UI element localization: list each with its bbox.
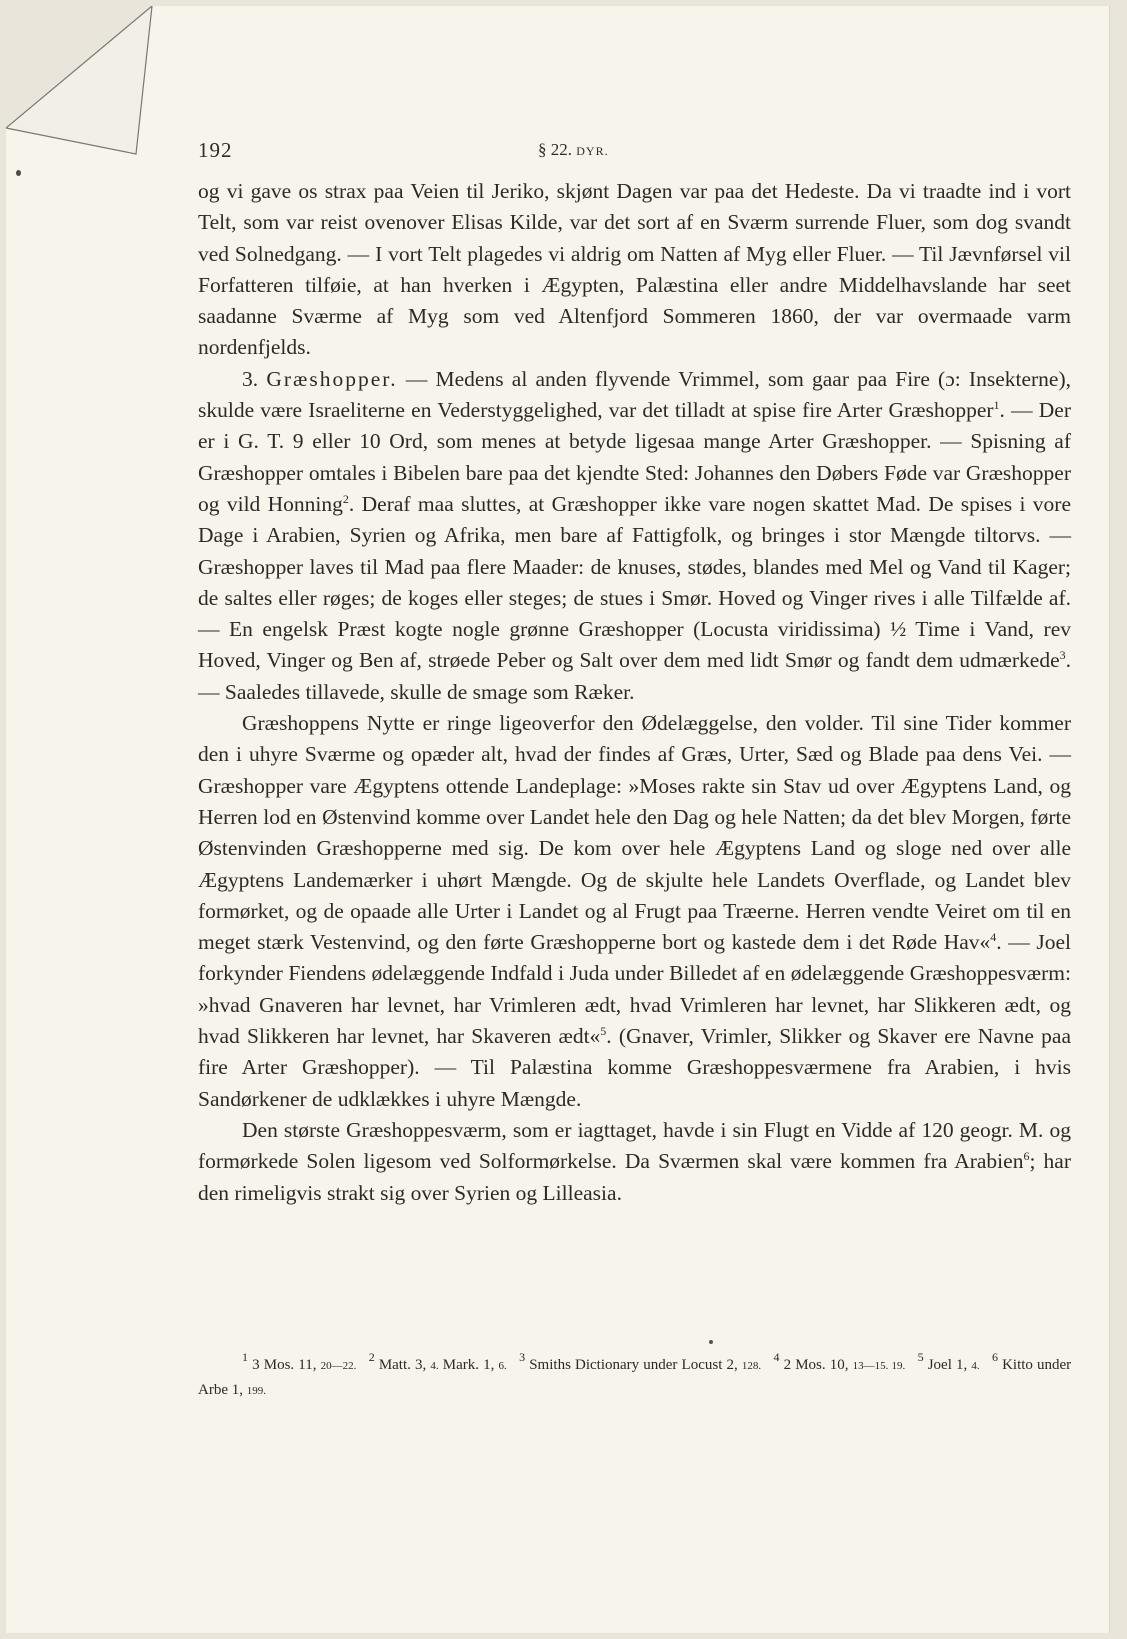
footnote-marker: 2 [368, 1350, 375, 1364]
footnote-marker: 4 [773, 1350, 780, 1364]
ink-spot [16, 170, 21, 176]
footnote-text: Joel 1, [927, 1357, 968, 1373]
section-item-number: 3. [242, 366, 259, 391]
footnote-text: Kitto under Arbe 1, [198, 1357, 1072, 1398]
paragraph-text: Den største Græshoppesværm, som er iagttaget, havde i sin Flugt en Vidde af 120 geogr. M. og formørkede Solen ligesom ved Solformørkelse. Da Sværmen skal være kommen fra Arabien [198, 1117, 1071, 1174]
running-head [538, 140, 609, 160]
footnote-verse: 6. [498, 1360, 507, 1372]
paragraph [198, 708, 1071, 1115]
paragraph-text: . — Saaledes tillavede, skulle de smage som Ræker. [198, 648, 1071, 704]
footnote-ref: 2 [342, 491, 349, 506]
footnote-marker: 3 [519, 1350, 526, 1364]
paragraph-text: . (Gnaver, Vrimler, Slikker og Skaver ere Navne paa fire Arter Græshopper). — Til Palæstina komme Græshoppesværmene fra Arabien, i hvis Sandørkener de udklækkes i uhyre Mængde. [198, 1024, 1071, 1111]
footnotes [198, 1350, 1072, 1403]
footnote-ref: 3 [1059, 648, 1066, 663]
footnote-ref: 4 [990, 930, 997, 945]
paragraph-text: Græshoppens Nytte er ringe ligeoverfor den Ødelæggelse, den volder. Til sine Tider kommer den i uhyre Sværme og opæder alt, hvad der findes af Græs, Urter, Sæd og Blade paa dens Vei. — Græshopper vare Ægyptens ottende Landeplage: »Moses rakte sin Stav ud over Ægyptens Land, og Herren lod en Østenvind komme over Landet hele den Dag og hele Natten; da det blev Morgen, førte Østenvinden Græshopperne med sig. De kom over hele Ægyptens Land og sloge ned over alle Ægyptens Landemærker i uhørt Mængde. Og de skjulte hele Landets Overflade, og Landet blev formørket, og de opaade alle Urter i Landet og al Frugt paa Træerne. Herren vendte Veiret om til en meget stærk Vestenvind, og den førte Græshopperne bort og kastede dem i det Røde Hav« [198, 711, 1071, 955]
footnote-ref: 1 [993, 398, 1000, 413]
footnote-ref: 6 [1023, 1149, 1030, 1164]
footnote-text: 3 Mos. 11, [252, 1357, 317, 1373]
footnote-text: 2 Mos. 10, [783, 1357, 849, 1373]
footnote-ref: 5 [600, 1024, 607, 1039]
paragraph [198, 364, 1071, 708]
footnote-verse: 4. [971, 1360, 980, 1372]
section-title: DYR. [576, 144, 609, 158]
page-number: 192 [198, 138, 233, 162]
footnote-block [198, 1350, 1072, 1403]
footnote-verse: 4. [430, 1360, 439, 1372]
footnote-verse: 128. [741, 1360, 762, 1372]
paragraph-text: ; har den rimeligvis strakt sig over Syrien og Lilleasia. [198, 1149, 1071, 1205]
paragraph-text: . — Joel forkynder Fiendens ødelæggende Indfald i Juda under Billedet af en ødelæggende Græshoppesværm: »hvad Gnaveren har levnet, har Vrimleren ædt, hvad Vrimleren har levnet, har Slikkeren ædt, og hvad Slikkeren har levnet, har Skaveren ædt« [198, 930, 1071, 1049]
section-number: § 22. [538, 140, 572, 159]
footnote-marker: 5 [917, 1350, 924, 1364]
page-header [198, 128, 1071, 168]
footnote-marker: 1 [242, 1350, 248, 1364]
folded-corner [6, 6, 166, 166]
ink-spot [709, 1340, 713, 1344]
footnote-text: Matt. 3, [378, 1357, 427, 1373]
section-heading: Græshopper. [266, 366, 398, 391]
footnote-verse: 20—22. [320, 1360, 357, 1372]
paragraph-text: . Deraf maa sluttes, at Græshopper ikke vare nogen skattet Mad. De spises i vore Dage i Arabien, Syrien og Afrika, men bare af Fattigfolk, og bringes i stor Mængde tiltorvs. — Græshopper laves til Mad paa flere Maader: de knuses, stødes, blandes med Mel og Vand til Kager; de saltes eller røges; de koges eller steges; de stues i Smør. Hoved og Vinger rives i alle Tilfælde af. — En engelsk Præst kogte nogle grønne Græshopper (Locusta viridissima) ½ Time i Vand, rev Hoved, Vinger og Ben af, strøede Peber og Salt over dem med lidt Smør og fandt dem udmærkede [198, 491, 1071, 673]
footnote-verse: 199. [246, 1385, 266, 1397]
paragraph [198, 1115, 1071, 1209]
main-text [198, 176, 1071, 1209]
paragraph-text: og vi gave os strax paa Veien til Jeriko, skjønt Dagen var paa det Hedeste. Da vi traadte ind i vort Telt, som var reist ovenover Elisas Kilde, var det sort af en Sværm surrende Fluer, som dog svandt ved Solnedgang. — I vort Telt plagedes vi aldrig om Natten af Myg eller Fluer. — Til Jævnførsel vil Forfatteren tilføie, at han hverken i Ægypten, Palæstina eller andre Middelhavslande har seet saadanne Sværme af Myg som ved Altenfjord Sommeren 1860, der var overmaade varm nordenfjelds. [198, 179, 1071, 360]
footnote-text: Mark. 1, [442, 1357, 495, 1373]
footnote-marker: 6 [991, 1350, 998, 1364]
footnote-text: Smiths Dictionary under Locust 2, [529, 1357, 738, 1373]
footnote-verse: 13—15. 19. [852, 1360, 906, 1372]
paragraph [198, 176, 1071, 364]
paragraph-text: . — Der er i G. T. 9 eller 10 Ord, som menes at betyde ligesaa mange Arter Græshopper. — Spisning af Græshopper omtales i Bibelen bare paa det kjendte Sted: Johannes den Døbers Føde var Græshopper og vild Honning [198, 398, 1072, 516]
paragraph-text: — Medens al anden flyvende Vrimmel, som gaar paa Fire (ɔ: Insekterne), skulde være Israeliterne en Vederstyggelighed, var det tilladt at spise fire Arter Græshopper [198, 366, 1072, 423]
